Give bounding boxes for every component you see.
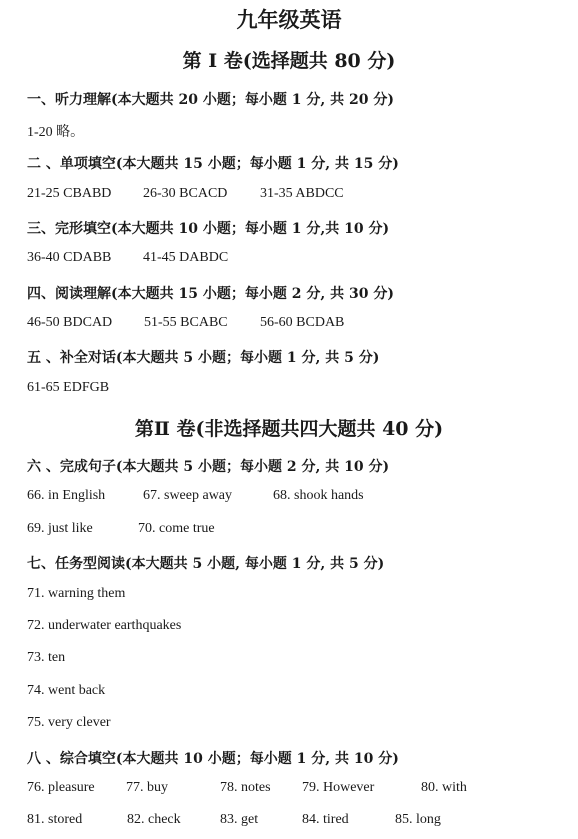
answer-66: 66. in English bbox=[27, 488, 106, 503]
answer-61-65: 61-65 EDFGB bbox=[27, 380, 110, 395]
section-2-heading: 二 、单项填空(本大题共 15 小题；每小题 1 分, 共 15 分) bbox=[27, 156, 399, 172]
answer-80: 80. with bbox=[421, 780, 467, 795]
section-8-heading: 八 、综合填空(本大题共 10 小题；每小题 1 分, 共 10 分) bbox=[27, 751, 399, 767]
answer-73: 73. ten bbox=[27, 650, 66, 665]
answer-56-60: 56-60 BCDAB bbox=[260, 315, 345, 330]
section-3-heading: 三、完形填空(本大题共 10 小题；每小题 1 分,共 10 分) bbox=[27, 221, 390, 237]
part-1-heading: 第 I 卷(选择题共 80 分) bbox=[182, 50, 396, 72]
answer-81: 81. stored bbox=[27, 812, 83, 827]
answer-74: 74. went back bbox=[27, 683, 106, 698]
answer-71: 71. warning them bbox=[27, 586, 126, 601]
page-title: 九年级英语 bbox=[236, 7, 342, 32]
section-7-heading: 七、任务型阅读(本大题共 5 小题, 每小题 1 分, 共 5 分) bbox=[27, 556, 385, 572]
answer-21-25: 21-25 CBABD bbox=[27, 186, 112, 201]
part-2-heading: 第Ⅱ 卷(非选择题共四大题共 40 分) bbox=[134, 418, 444, 440]
answer-68: 68. shook hands bbox=[273, 488, 364, 503]
answer-84: 84. tired bbox=[302, 812, 349, 827]
answer-51-55: 51-55 BCABC bbox=[144, 315, 228, 330]
answer-70: 70. come true bbox=[138, 521, 215, 536]
answer-1-20: 1-20 略。 bbox=[27, 125, 85, 140]
answer-75: 75. very clever bbox=[27, 715, 111, 730]
section-1-heading: 一、听力理解(本大题共 20 小题；每小题 1 分, 共 20 分) bbox=[27, 92, 394, 108]
answer-78: 78. notes bbox=[220, 780, 271, 795]
answer-67: 67. sweep away bbox=[143, 488, 233, 503]
answer-69: 69. just like bbox=[27, 521, 93, 536]
answer-79: 79. However bbox=[302, 780, 375, 795]
answer-36-40: 36-40 CDABB bbox=[27, 250, 112, 265]
answer-31-35: 31-35 ABDCC bbox=[260, 186, 344, 201]
answer-41-45: 41-45 DABDC bbox=[143, 250, 229, 265]
answer-46-50: 46-50 BDCAD bbox=[27, 315, 113, 330]
answer-82: 82. check bbox=[127, 812, 181, 827]
answer-85: 85. long bbox=[395, 812, 441, 827]
answer-77: 77. buy bbox=[126, 780, 168, 795]
section-5-heading: 五 、补全对话(本大题共 5 小题；每小题 1 分, 共 5 分) bbox=[27, 350, 380, 366]
section-4-heading: 四、阅读理解(本大题共 15 小题；每小题 2 分, 共 30 分) bbox=[27, 286, 394, 302]
answer-83: 83. get bbox=[220, 812, 259, 827]
section-6-heading: 六 、完成句子(本大题共 5 小题；每小题 2 分, 共 10 分) bbox=[27, 459, 390, 475]
answer-72: 72. underwater earthquakes bbox=[27, 618, 182, 633]
answer-76: 76. pleasure bbox=[27, 780, 95, 795]
answer-26-30: 26-30 BCACD bbox=[143, 186, 228, 201]
